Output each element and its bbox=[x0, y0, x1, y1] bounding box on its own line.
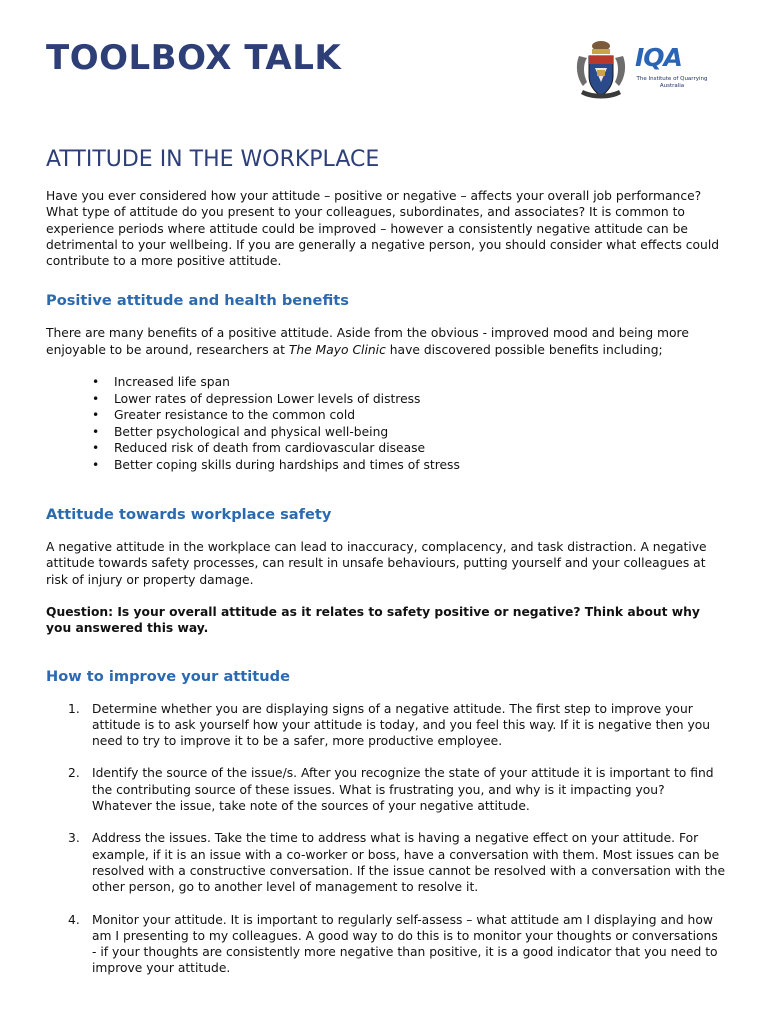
list-item bbox=[46, 701, 726, 750]
benefits-list bbox=[46, 374, 726, 473]
logo-area bbox=[575, 38, 725, 102]
document-title: ATTITUDE IN THE WORKPLACE bbox=[46, 147, 380, 172]
coat-of-arms-icon bbox=[575, 38, 627, 102]
list-item bbox=[46, 830, 726, 895]
list-item: • Increased life span bbox=[114, 374, 726, 391]
step-number: 4. bbox=[68, 912, 80, 927]
improve-steps-list bbox=[46, 701, 726, 977]
list-item: • Greater resistance to the common cold bbox=[114, 407, 726, 424]
iqa-logo-mark: IQA bbox=[635, 43, 682, 72]
step-text: Determine whether you are displaying signs of a negative attitude. The first step to improve your attitude is to ask yourself how your attitude is today, and you feel this way. If it is negative then you need to try to improve it to be a safer, more productive employee. bbox=[92, 701, 711, 749]
mayo-clinic-text: The Mayo Clinic bbox=[288, 342, 386, 357]
section-heading-positive-attitude: Positive attitude and health benefits bbox=[46, 292, 349, 310]
section-heading-workplace-safety: Attitude towards workplace safety bbox=[46, 506, 332, 524]
positive-attitude-paragraph bbox=[46, 325, 726, 358]
paragraph-text: have discovered possible benefits including; bbox=[385, 342, 663, 357]
iqa-logo bbox=[635, 44, 725, 100]
step-text: Identify the source of the issue/s. After you recognize the state of your attitude it is important to find the contributing source of these issues. What is frustrating you, and why is it impacting you? Whatever the issue, take note of the sources of your negative attitude. bbox=[92, 766, 714, 814]
list-item: • Better psychological and physical well-being bbox=[114, 424, 726, 441]
page-title: TOOLBOX TALK bbox=[46, 38, 342, 78]
iqa-logo-name: The Institute of Quarrying Australia bbox=[636, 76, 708, 89]
step-number: 1. bbox=[68, 701, 80, 716]
step-text: Monitor your attitude. It is important to regularly self-assess – what attitude am I displaying and how am I presenting to my colleagues. A good way to do this is to monitor your thoughts or conversations - if your thoughts are consistently more negative than positive, it is a good indicator that you need to improve your attitude. bbox=[92, 912, 718, 976]
workplace-safety-paragraph: A negative attitude in the workplace can lead to inaccuracy, complacency, and task distraction. A negative attitude towards safety processes, can result in unsafe behaviours, putting yourself and your colleagues at risk of injury or property damage. bbox=[46, 540, 707, 587]
document-body bbox=[46, 146, 726, 993]
step-number: 2. bbox=[68, 766, 80, 781]
list-item: • Lower rates of depression Lower levels of distress bbox=[114, 391, 726, 408]
list-item: • Reduced risk of death from cardiovascular disease bbox=[114, 440, 726, 457]
section-heading-improve-attitude: How to improve your attitude bbox=[46, 667, 290, 685]
step-number: 3. bbox=[68, 831, 80, 846]
list-item bbox=[46, 912, 726, 977]
step-text: Address the issues. Take the time to address what is having a negative effect on your attitude. For example, if it is an issue with a co-worker or boss, have a conversation with them. Most issues can be resolved with a constructive conversation. If the issue cannot be resolved with a conversation with the other person, go to another level of management to resolve it. bbox=[92, 831, 726, 895]
intro-paragraph: Have you ever considered how your attitude – positive or negative – affects your overall job performance? What type of attitude do you present to your colleagues, subordinates, and associates? It is common to experience periods where attitude could be improved – however a consistently negative attitude can be detrimental to your wellbeing. If you are generally a negative person, you should consider what effects could contribute to a more positive attitude. bbox=[46, 189, 720, 269]
safety-question: Question: Is your overall attitude as it relates to safety positive or negative? Think about why you answered this way. bbox=[46, 604, 700, 636]
paragraph-text: There are many benefits of a positive attitude. Aside from the obvious - improved mood and being more enjoyable to be around, researchers at bbox=[46, 326, 689, 357]
list-item bbox=[46, 765, 726, 814]
list-item: • Better coping skills during hardships and times of stress bbox=[114, 457, 726, 474]
